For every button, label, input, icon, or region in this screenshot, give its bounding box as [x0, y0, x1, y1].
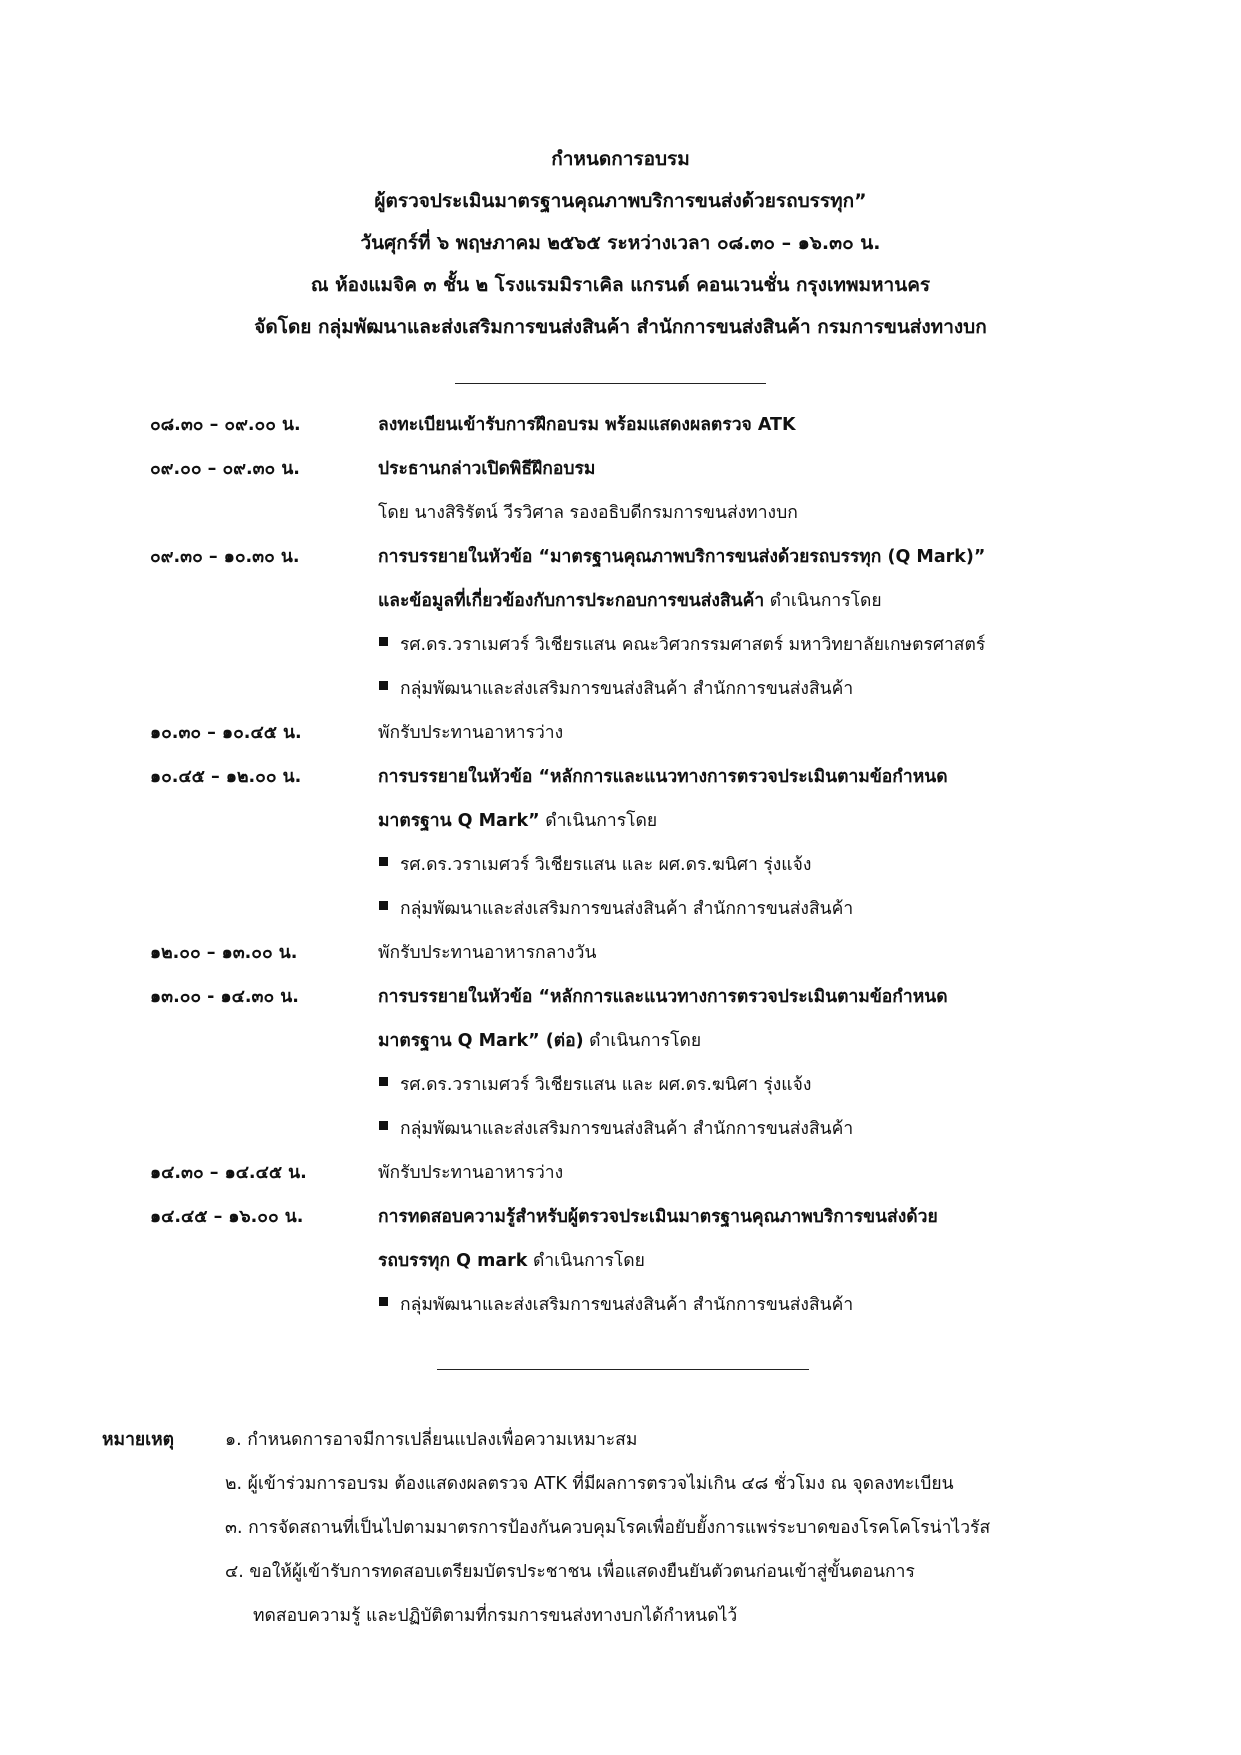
square-bullet-icon	[379, 1297, 388, 1306]
schedule-title-cont	[378, 799, 1118, 843]
schedule-title: ประธานกล่าวเปิดพิธีฝึกอบรม	[378, 459, 596, 479]
schedule-title-part: และข้อมูลที่เกี่ยวข้องกับการประกอบการขนส่งสินค้า	[378, 591, 765, 611]
schedule-time: ๑๔.๔๕ – ๑๖.๐๐ น.	[150, 1207, 304, 1227]
schedule-title-cont	[378, 579, 1118, 623]
schedule-row	[0, 1195, 1241, 1327]
schedule-time: ๑๒.๐๐ – ๑๓.๐๐ น.	[150, 943, 298, 963]
schedule-row	[0, 403, 1241, 447]
schedule-time: ๐๘.๓๐ – ๐๙.๐๐ น.	[150, 415, 301, 435]
speaker-list-item	[378, 1063, 1118, 1107]
speaker-list-item	[378, 667, 1118, 711]
square-bullet-icon	[379, 901, 388, 910]
schedule-row	[0, 535, 1241, 711]
speaker-list-item	[378, 1107, 1118, 1151]
schedule-title-suffix: ดำเนินการโดย	[764, 591, 882, 611]
note-item: ๑. กำหนดการอาจมีการเปลี่ยนแปลงเพื่อความเหมาะสม	[225, 1430, 638, 1450]
schedule	[0, 403, 1241, 1327]
schedule-row	[0, 447, 1241, 535]
schedule-time: ๐๙.๐๐ – ๐๙.๓๐ น.	[150, 459, 300, 479]
speaker-list-item	[378, 623, 1118, 667]
note-item: ๒. ผู้เข้าร่วมการอบรม ต้องแสดงผลตรวจ ATK ที่มีผลการตรวจไม่เกิน ๔๘ ชั่วโมง ณ จุดลงทะเบียน	[225, 1474, 954, 1494]
speaker-name: รศ.ดร.วราเมศวร์ วิเชียรแสน คณะวิศวกรรมศาสตร์ มหาวิทยาลัยเกษตรศาสตร์	[400, 635, 986, 655]
square-bullet-icon	[379, 637, 388, 646]
schedule-row	[0, 975, 1241, 1151]
header-title: กำหนดการอบรม	[551, 148, 690, 170]
square-bullet-icon	[379, 1121, 388, 1130]
schedule-time: ๑๓.๐๐ - ๑๔.๓๐ น.	[150, 987, 299, 1007]
notes-label: หมายเหตุ	[102, 1430, 175, 1450]
schedule-row	[0, 931, 1241, 975]
speaker-name: กลุ่มพัฒนาและส่งเสริมการขนส่งสินค้า สำนักการขนส่งสินค้า	[400, 1295, 854, 1315]
speaker-name: รศ.ดร.วราเมศวร์ วิเชียรแสน และ ผศ.ดร.ฆนิศา รุ่งแจ้ง	[400, 1075, 812, 1095]
speaker-name: กลุ่มพัฒนาและส่งเสริมการขนส่งสินค้า สำนักการขนส่งสินค้า	[400, 899, 854, 919]
footer-divider	[437, 1369, 809, 1370]
speaker-list-item	[378, 1283, 1118, 1327]
note-item: ๔. ขอให้ผู้เข้ารับการทดสอบเตรียมบัตรประชาชน เพื่อแสดงยืนยันตัวตนก่อนเข้าสู่ขั้นตอนการ	[225, 1562, 915, 1582]
schedule-title: การบรรยายในหัวข้อ “หลักการและแนวทางการตรวจประเมินตามข้อกำหนด	[378, 987, 948, 1007]
schedule-title-cont	[378, 1019, 1118, 1063]
speaker-name: รศ.ดร.วราเมศวร์ วิเชียรแสน และ ผศ.ดร.ฆนิศา รุ่งแจ้ง	[400, 855, 812, 875]
speaker-list-item	[378, 887, 1118, 931]
schedule-time: ๐๙.๓๐ – ๑๐.๓๐ น.	[150, 547, 300, 567]
header-divider	[455, 383, 766, 384]
schedule-time: ๑๔.๓๐ – ๑๔.๔๕ น.	[150, 1163, 307, 1183]
square-bullet-icon	[379, 681, 388, 690]
speaker-name: กลุ่มพัฒนาและส่งเสริมการขนส่งสินค้า สำนักการขนส่งสินค้า	[400, 679, 854, 699]
schedule-title-part: มาตรฐาน Q Mark” (ต่อ)	[378, 1031, 584, 1051]
schedule-title-suffix: ดำเนินการโดย	[539, 811, 658, 831]
schedule-detail: โดย นางสิริรัตน์ วีรวิศาล รองอธิบดีกรมการขนส่งทางบก	[378, 503, 798, 523]
schedule-break: พักรับประทานอาหารว่าง	[378, 723, 564, 743]
schedule-title-cont	[378, 1239, 1118, 1283]
schedule-title: การบรรยายในหัวข้อ “มาตรฐานคุณภาพบริการขนส่งด้วยรถบรรทุก (Q Mark)”	[378, 547, 986, 567]
schedule-title: ลงทะเบียนเข้ารับการฝึกอบรม พร้อมแสดงผลตรวจ ATK	[378, 415, 796, 435]
speaker-list-item	[378, 843, 1118, 887]
square-bullet-icon	[379, 857, 388, 866]
schedule-time: ๑๐.๔๕ – ๑๒.๐๐ น.	[150, 767, 302, 787]
schedule-title-part: มาตรฐาน Q Mark”	[378, 811, 540, 831]
header-date-time: วันศุกร์ที่ ๖ พฤษภาคม ๒๕๖๕ ระหว่างเวลา ๐๘.๓๐ – ๑๖.๓๐ น.	[360, 232, 881, 254]
header-venue: ณ ห้องแมจิค ๓ ชั้น ๒ โรงแรมมิราเคิล แกรนด์ คอนเวนชั่น กรุงเทพมหานคร	[310, 274, 931, 296]
schedule-row	[0, 1151, 1241, 1195]
schedule-row	[0, 711, 1241, 755]
schedule-title-part: รถบรรทุก Q mark	[378, 1251, 528, 1271]
schedule-row	[0, 755, 1241, 931]
note-item: ๓. การจัดสถานที่เป็นไปตามมาตรการป้องกันควบคุมโรคเพื่อยับยั้งการแพร่ระบาดของโรคโคโรน่าไวรัส	[225, 1518, 991, 1538]
schedule-title: การทดสอบความรู้สำหรับผู้ตรวจประเมินมาตรฐานคุณภาพบริการขนส่งด้วย	[378, 1207, 938, 1227]
schedule-time: ๑๐.๓๐ – ๑๐.๔๕ น.	[150, 723, 302, 743]
square-bullet-icon	[379, 1077, 388, 1086]
notes-section	[0, 1418, 1241, 1638]
schedule-break: พักรับประทานอาหารกลางวัน	[378, 943, 597, 963]
schedule-title-suffix: ดำเนินการโดย	[527, 1251, 645, 1271]
schedule-break: พักรับประทานอาหารว่าง	[378, 1163, 564, 1183]
schedule-title-suffix: ดำเนินการโดย	[583, 1031, 702, 1051]
header-organizer: จัดโดย กลุ่มพัฒนาและส่งเสริมการขนส่งสินค้า สำนักการขนส่งสินค้า กรมการขนส่งทางบก	[254, 316, 987, 338]
note-item-continuation: ทดสอบความรู้ และปฏิบัติตามที่กรมการขนส่งทางบกได้กำหนดไว้	[253, 1606, 738, 1626]
header-course-name: ผู้ตรวจประเมินมาตรฐานคุณภาพบริการขนส่งด้วยรถบรรทุก”	[374, 190, 867, 212]
document-header	[0, 138, 1241, 348]
schedule-title: การบรรยายในหัวข้อ “หลักการและแนวทางการตรวจประเมินตามข้อกำหนด	[378, 767, 948, 787]
speaker-name: กลุ่มพัฒนาและส่งเสริมการขนส่งสินค้า สำนักการขนส่งสินค้า	[400, 1119, 854, 1139]
